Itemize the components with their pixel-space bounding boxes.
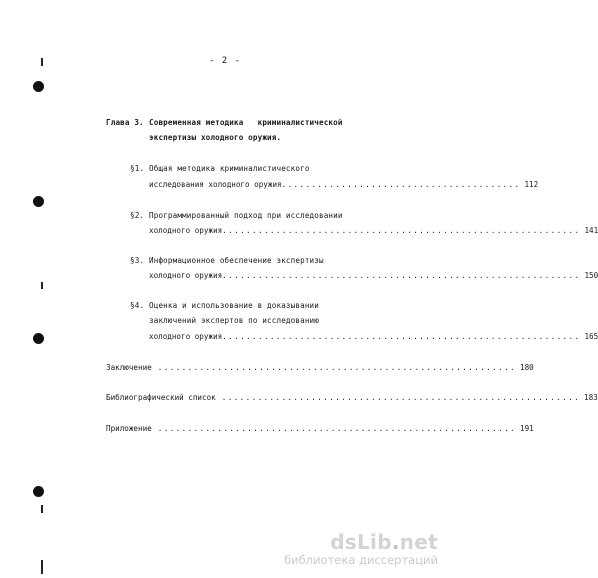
scan-mark: [41, 560, 43, 574]
bibliography-page: 183: [584, 393, 598, 402]
bibliography-label: Библиографический список: [106, 393, 216, 402]
dot-leader: ............................................................: [222, 332, 581, 341]
scan-mark: [41, 505, 43, 513]
section-2-title-end: холодного оружия: [149, 226, 223, 235]
appendix-label: Приложение: [106, 424, 152, 433]
section-3-title-end: холодного оружия: [149, 271, 223, 280]
binder-hole: [33, 81, 44, 92]
section-4-number: §4.: [130, 301, 145, 310]
dot-leader: ............................................................: [222, 226, 581, 235]
watermark: [284, 531, 438, 567]
chapter-title-line2: экспертизы холодного оружия.: [149, 133, 282, 142]
chapter-label: Глава 3.: [106, 118, 144, 127]
scan-mark: [41, 282, 43, 289]
section-4-title-cont: заключений экспертов по исследованию: [149, 316, 319, 325]
section-1-title: Общая методика криминалистического: [149, 164, 310, 173]
section-1-page: 112: [524, 180, 539, 189]
conclusion-page: 180: [520, 363, 534, 372]
section-4-title: Оценка и использование в доказывании: [149, 301, 319, 310]
chapter-title-line1: Современная методика криминалистической: [149, 118, 343, 127]
section-4-entry: [149, 332, 598, 341]
dot-leader: ........................................: [281, 180, 521, 189]
dot-leader: ............................................................: [157, 424, 517, 433]
dot-leader: ............................................................: [157, 363, 517, 372]
watermark-logo-dot: .: [391, 530, 400, 554]
section-1-entry: [149, 180, 539, 189]
section-3-page: 150: [584, 271, 598, 280]
dot-leader: ............................................................: [222, 271, 581, 280]
binder-hole: [33, 486, 44, 497]
dot-leader: ............................................................: [221, 393, 581, 402]
bibliography-entry: [106, 393, 598, 402]
conclusion-entry: [106, 363, 534, 372]
watermark-logo: [284, 531, 438, 553]
page-number: - 2 -: [208, 56, 242, 66]
watermark-logo-tld: net: [399, 530, 438, 554]
section-4-page: 165: [584, 332, 598, 341]
section-2-entry: [149, 226, 598, 235]
section-1-number: §1.: [130, 164, 145, 173]
section-1-title-end: исследования холодного оружия: [149, 180, 282, 189]
binder-hole: [33, 196, 44, 207]
section-2-number: §2.: [130, 211, 145, 220]
section-4-title-end: холодного оружия: [149, 332, 223, 341]
watermark-subtitle: библиотека диссертаций: [284, 553, 438, 567]
section-3-title: Информационное обеспечение экспертизы: [149, 256, 324, 265]
appendix-page: 191: [520, 424, 534, 433]
conclusion-label: Заключение: [106, 363, 152, 372]
binder-hole: [33, 333, 44, 344]
section-2-page: 141: [584, 226, 598, 235]
appendix-entry: [106, 424, 534, 433]
section-3-entry: [149, 271, 598, 280]
watermark-logo-main: dsLib: [330, 530, 392, 554]
section-2-title: Программированный подход при исследовании: [149, 211, 343, 220]
section-3-number: §3.: [130, 256, 145, 265]
